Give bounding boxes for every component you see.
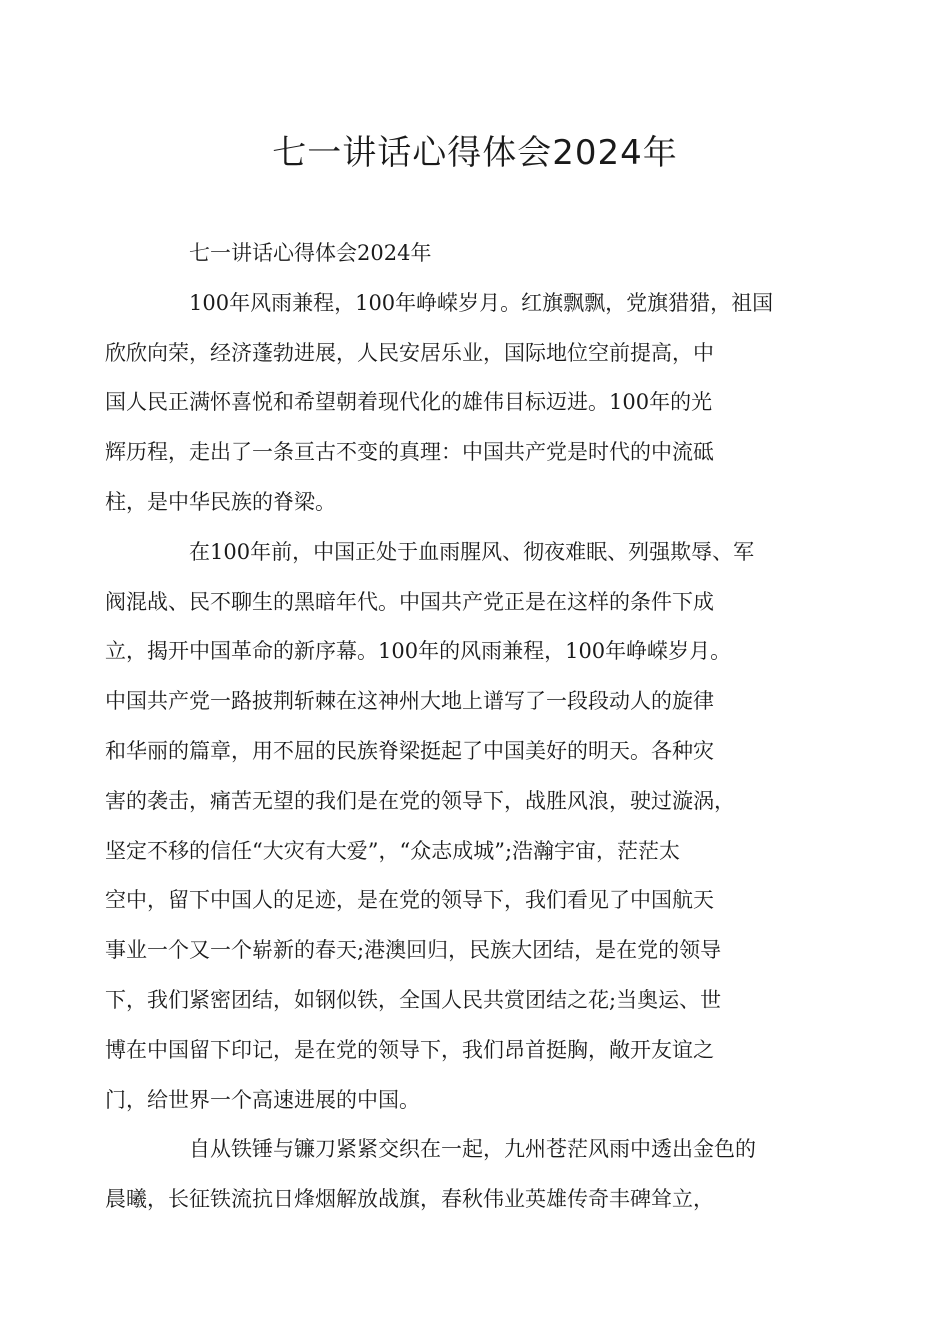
text-line: 坚定不移的信任“大灾有大爱”，“众志成城”;浩瀚宇宙，茫茫太 <box>105 838 681 863</box>
paragraph <box>105 279 831 528</box>
text-line: 事业一个又一个崭新的春天;港澳回归，民族大团结，是在党的领导 <box>105 938 722 963</box>
text-line: 100年风雨兼程，100年峥嵘岁月。红旗飘飘，党旗猎猎，祖国 <box>189 290 774 315</box>
text-line: 下，我们紧密团结，如钢似铁，全国人民共赏团结之花;当奥运、世 <box>105 987 722 1012</box>
text-line: 七一讲话心得体会2024年 <box>189 241 432 265</box>
paragraph <box>147 229 831 279</box>
text-line: 阀混战、民不聊生的黑暗年代。中国共产党正是在这样的条件下成 <box>105 589 714 614</box>
document-body <box>105 229 831 1225</box>
paragraph <box>105 1125 831 1225</box>
text-line: 辉历程，走出了一条亘古不变的真理：中国共产党是时代的中流砥 <box>105 440 714 465</box>
text-line: 害的袭击，痛苦无望的我们是在党的领导下，战胜风浪，驶过漩涡， <box>105 788 735 813</box>
text-line: 国人民正满怀喜悦和希望朝着现代化的雄伟目标迈进。100年的光 <box>105 390 713 415</box>
text-line: 欣欣向荣，经济蓬勃进展，人民安居乐业，国际地位空前提高，中 <box>105 340 714 365</box>
text-line: 中国共产党一路披荆斩棘在这神州大地上谱写了一段段动人的旋律 <box>105 689 714 714</box>
text-line: 在100年前，中国正处于血雨腥风、彻夜难眠、列强欺辱、军 <box>189 539 755 564</box>
paragraph <box>105 528 831 1126</box>
document-title: 七一讲话心得体会2024年 <box>272 133 678 173</box>
text-line: 门，给世界一个高速进展的中国。 <box>105 1087 420 1112</box>
text-line: 博在中国留下印记，是在党的领导下，我们昂首挺胸，敞开友谊之 <box>105 1037 714 1062</box>
text-line: 空中，留下中国人的足迹，是在党的领导下，我们看见了中国航天 <box>105 888 714 913</box>
text-line: 和华丽的篇章，用不屈的民族脊梁挺起了中国美好的明天。各种灾 <box>105 738 714 763</box>
text-line: 柱，是中华民族的脊梁。 <box>105 489 336 514</box>
text-line: 晨曦，长征铁流抗日烽烟解放战旗，春秋伟业英雄传奇丰碑耸立， <box>105 1187 714 1212</box>
text-line: 自从铁锤与镰刀紧紧交织在一起，九州苍茫风雨中透出金色的 <box>189 1137 756 1162</box>
text-line: 立，揭开中国革命的新序幕。100年的风雨兼程，100年峥嵘岁月。 <box>105 639 732 664</box>
